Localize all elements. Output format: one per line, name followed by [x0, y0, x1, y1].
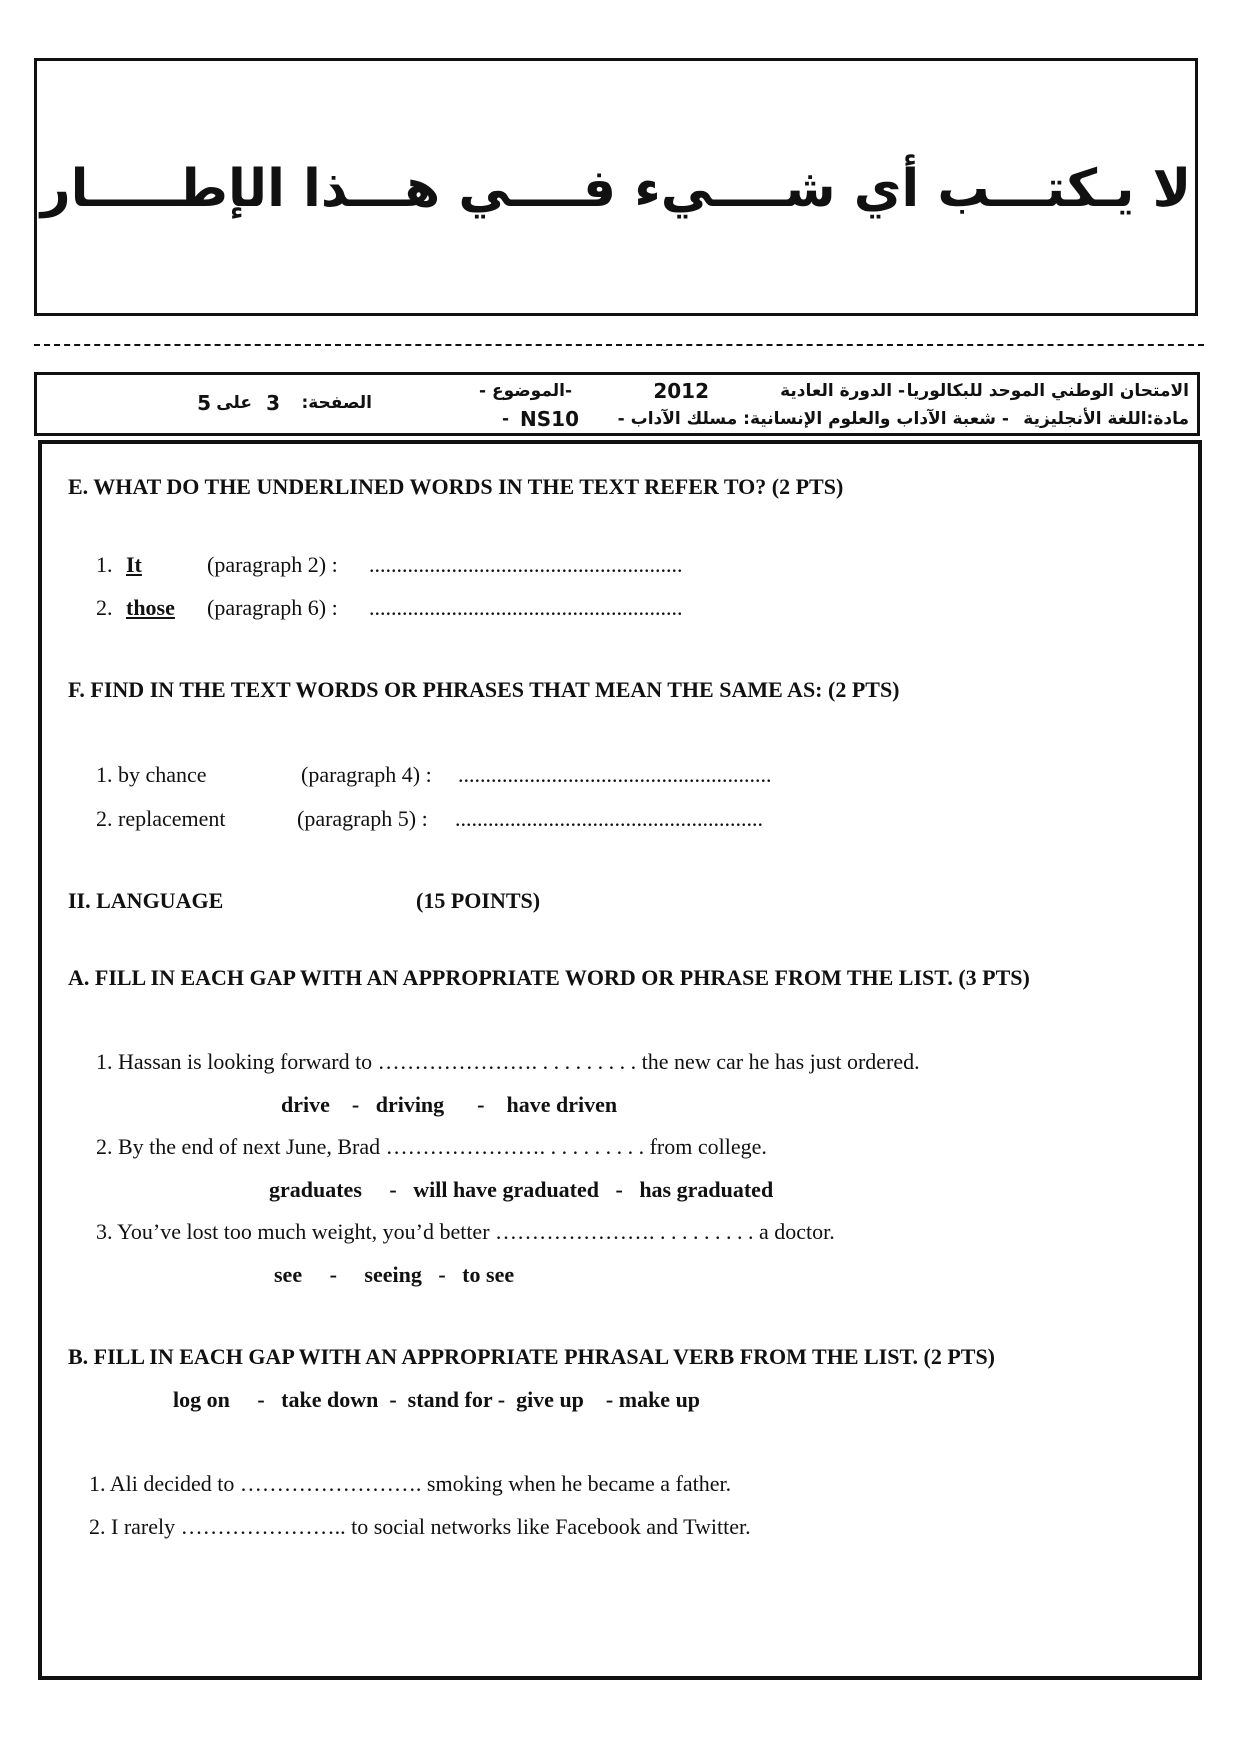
- e-item-2-word: those: [126, 595, 175, 620]
- exam-title: الامتحان الوطني الموحد للبكالوريا: [906, 381, 1189, 401]
- e-item-1-num: 1.: [96, 552, 113, 577]
- b-options: log on - take down - stand for - give up - make up: [173, 1387, 701, 1412]
- e-item-1-ref: (paragraph 2) :: [207, 552, 338, 577]
- language-points: (15 POINTS): [416, 888, 541, 913]
- e-item-2-blank: .........................................................: [369, 595, 683, 620]
- section-e-title: E. WHAT DO THE UNDERLINED WORDS IN THE TEXT REFER TO? (2 PTS): [68, 474, 844, 499]
- page-number: 3: [266, 391, 280, 415]
- language-title: II. LANGUAGE: [68, 888, 224, 913]
- a-item-1-options: drive - driving - have driven: [281, 1092, 618, 1117]
- e-item-2-num: 2.: [96, 595, 113, 620]
- a-item-2-sentence: 2. By the end of next June, Brad …………………. . . . . . . . . . from college.: [96, 1134, 767, 1159]
- f-item-1-label: 1. by chance: [96, 762, 207, 787]
- no-write-frame: [34, 58, 1198, 316]
- e-item-1-word: It: [126, 552, 142, 577]
- section-f-title: F. FIND IN THE TEXT WORDS OR PHRASES THAT MEAN THE SAME AS: (2 PTS): [68, 677, 900, 702]
- exam-code: NS10: [520, 407, 579, 431]
- f-item-1-blank: .........................................................: [458, 762, 772, 787]
- section-b-title: B. FILL IN EACH GAP WITH AN APPROPRIATE PHRASAL VERB FROM THE LIST. (2 PTS): [68, 1344, 996, 1369]
- section-a-title: A. FILL IN EACH GAP WITH AN APPROPRIATE WORD OR PHRASE FROM THE LIST. (3 PTS): [68, 965, 1030, 990]
- exam-year: 2012: [653, 379, 709, 403]
- f-item-2-ref: (paragraph 5) :: [297, 806, 428, 831]
- page-label: الصفحة:: [301, 393, 372, 413]
- page-total: 5: [197, 391, 211, 415]
- a-item-2-options: graduates - will have graduated - has graduated: [269, 1177, 774, 1202]
- code-dash: -: [501, 409, 509, 429]
- topic-label: -الموضوع -: [479, 381, 572, 401]
- branch: - شعبة الآداب والعلوم الإنسانية: مسلك الآداب -: [617, 409, 1009, 429]
- a-item-3-sentence: 3. You’ve lost too much weight, you’d better …………………. . . . . . . . . . a doctor.: [96, 1219, 835, 1244]
- exam-header: [34, 372, 1200, 436]
- exam-session: - الدورة العادية: [780, 381, 905, 401]
- b-item-1-sentence: 1. Ali decided to ……………………. smoking when he became a father.: [89, 1471, 732, 1496]
- subject: مادة:اللغة الأنجليزية: [1023, 409, 1189, 429]
- f-item-1-ref: (paragraph 4) :: [301, 762, 432, 787]
- a-item-1-sentence: 1. Hassan is looking forward to …………………. . . . . . . . . . the new car he has just ordered.: [96, 1049, 920, 1074]
- page-of: على: [216, 393, 252, 413]
- no-write-notice: لا يـكتـــب أي شــــيء فــــي هـــذا الإطـــــار: [40, 159, 1192, 219]
- e-item-1-blank: .........................................................: [369, 552, 683, 577]
- f-item-2-label: 2. replacement: [96, 806, 226, 831]
- f-item-2-blank: ........................................................: [455, 806, 763, 831]
- a-item-3-options: see - seeing - to see: [274, 1262, 515, 1287]
- cut-line: [34, 344, 1204, 346]
- e-item-2-ref: (paragraph 6) :: [207, 595, 338, 620]
- b-item-2-sentence: 2. I rarely ………………….. to social networks like Facebook and Twitter.: [89, 1514, 751, 1539]
